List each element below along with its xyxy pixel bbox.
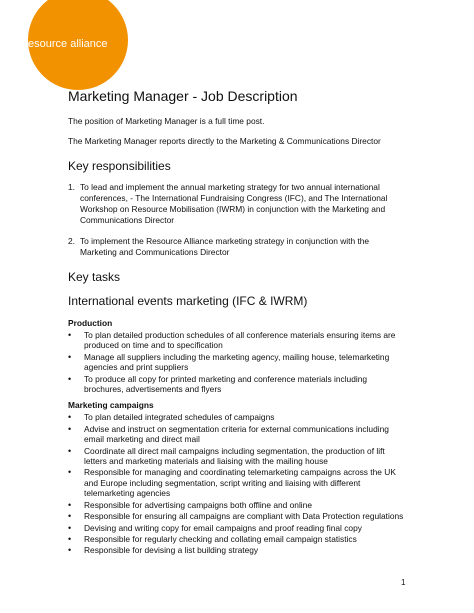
page-number: 1 [401, 578, 406, 587]
list-item [68, 545, 408, 555]
responsibility-text: To implement the Resource Alliance marketing strategy in conjunction with the Marketing and Communications Director [80, 236, 370, 257]
list-item-text: To plan detailed integrated schedules of campaigns [84, 412, 275, 423]
logo-text: the resource alliance [6, 38, 108, 50]
bullet-icon: • [68, 423, 72, 434]
list-item [68, 467, 408, 498]
intro-reports: The Marketing Manager reports directly to the Marketing & Communications Director [68, 136, 381, 146]
campaigns-list [68, 412, 408, 555]
list-item-text: Responsible for ensuring all campaigns are compliant with Data Protection regulations [84, 511, 404, 522]
list-item-text: To plan detailed production schedules of all conference materials ensuring items are produced on time and to specification [84, 330, 396, 351]
responsibility-item [68, 182, 408, 226]
list-item [68, 412, 408, 422]
responsibility-number: 2. [68, 236, 75, 246]
resource-alliance-logo [0, 0, 140, 92]
bullet-icon: • [68, 412, 72, 423]
list-item-text: Advise and instruct on segmentation criteria for external communications including email marketing and direct mail [84, 423, 389, 445]
list-item-text: Responsible for devising a list building strategy [84, 545, 259, 556]
list-item-text: Manage all suppliers including the marketing agency, mailing house, telemarketing agencies and print suppliers [84, 351, 390, 373]
events-marketing-heading: International events marketing (IFC & IWRM) [68, 294, 308, 308]
bullet-icon: • [68, 533, 72, 544]
bullet-icon: • [68, 445, 72, 456]
list-item-text: Devising and writing copy for email campaigns and proof reading final copy [84, 522, 362, 533]
key-tasks-heading: Key tasks [68, 270, 121, 284]
bullet-icon: • [68, 545, 72, 556]
production-heading: Production [68, 318, 113, 328]
list-item-text: Responsible for advertising campaigns both offline and online [84, 499, 312, 510]
marketing-campaigns-heading: Marketing campaigns [68, 400, 154, 411]
list-item [68, 500, 408, 510]
bullet-icon: • [68, 511, 72, 522]
key-responsibilities-heading: Key responsibilities [68, 159, 171, 173]
list-item [68, 534, 408, 544]
bullet-icon: • [68, 467, 72, 478]
list-item-text: Responsible for regularly checking and collating email campaign statistics [84, 533, 357, 544]
bullet-icon: • [68, 351, 72, 362]
bullet-icon: • [68, 330, 72, 340]
responsibility-number: 1. [68, 182, 75, 192]
bullet-icon: • [68, 499, 72, 510]
list-item-text: To produce all copy for printed marketing and conference materials including brochures, advertisements and flyers [84, 373, 368, 395]
list-item [68, 523, 408, 533]
bullet-icon: • [68, 522, 72, 533]
bullet-icon: • [68, 373, 72, 384]
list-item-text: Coordinate all direct mail campaigns including segmentation, the production of lift letters and marketing materials and liaising with the mailing house [84, 445, 385, 467]
responsibility-text: To lead and implement the annual marketing strategy for two annual international conferences, - The International Fundraising Congress (IFC), and The International Workshop on Resource Mobilisation (IWRM) in conjunction with the Marketing and Communications Director [80, 182, 388, 225]
doc-title: Marketing Manager - Job Description [68, 88, 298, 104]
intro-fulltime: The position of Marketing Manager is a full time post. [68, 116, 265, 126]
production-list [68, 330, 408, 394]
list-item [68, 424, 408, 445]
document-body [68, 88, 408, 560]
list-item [68, 511, 408, 521]
list-item [68, 330, 408, 351]
list-item [68, 352, 408, 373]
list-item [68, 446, 408, 467]
list-item-text: Responsible for managing and coordinating telemarketing campaigns across the UK and Europe including segmentation, script writing and liaising with different telemarketing agencies [84, 467, 396, 499]
list-item [68, 374, 408, 395]
responsibility-item [68, 236, 408, 258]
